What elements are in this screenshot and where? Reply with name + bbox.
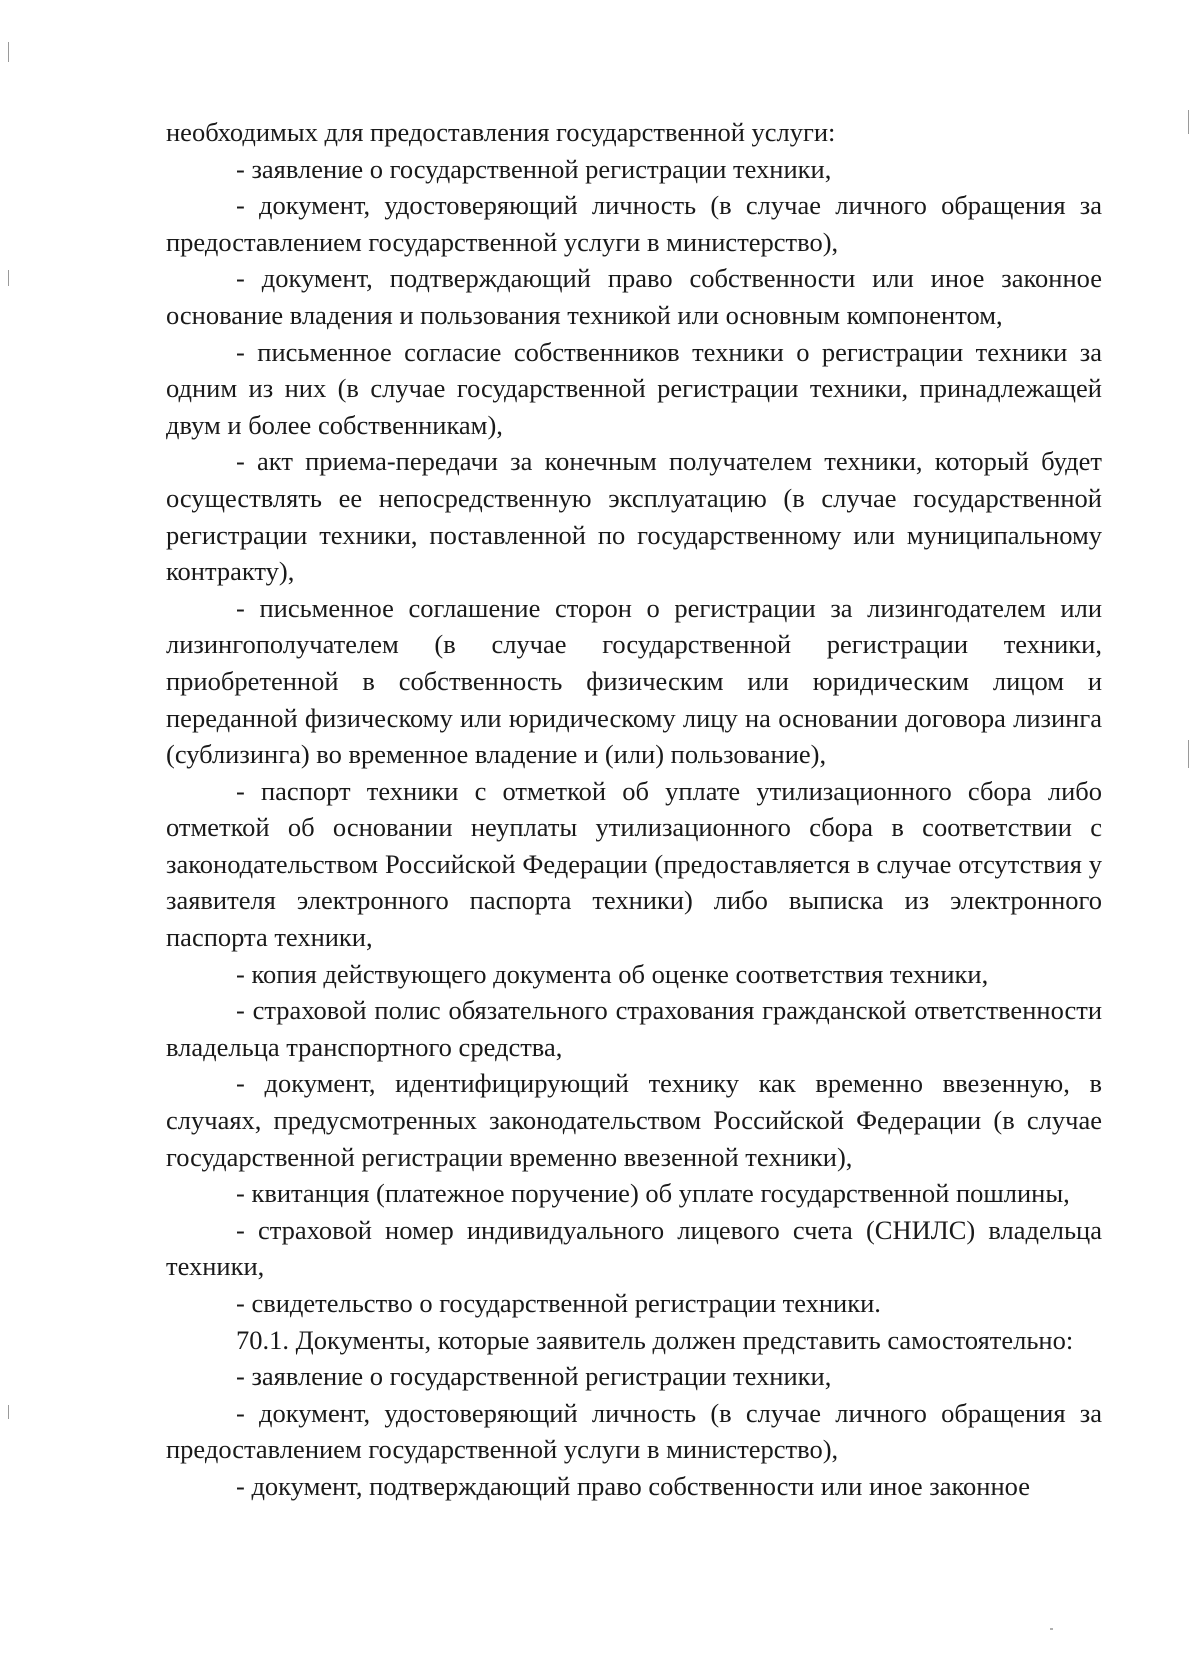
paragraph: необходимых для предоставления государственной услуги: xyxy=(166,117,836,147)
document-body xyxy=(166,114,1102,1505)
paragraph: - страховой полис обязательного страхования гражданской ответственности владельца транспортного средства, xyxy=(166,995,1102,1062)
scan-edge-mark xyxy=(8,270,9,286)
paragraph: - акт приема-передачи за конечным получателем техники, который будет осуществлять ее непосредственную эксплуатацию (в случае государственной регистрации техники, поставленной по государственному или муниципальному контракту), xyxy=(166,446,1102,587)
paragraph: - документ, идентифицирующий технику как временно ввезенную, в случаях, предусмотренных законодательством Российской Федерации (в случае государственной регистрации временно ввезенной техники), xyxy=(166,1068,1102,1172)
scan-edge-mark xyxy=(8,1405,9,1419)
paragraph: - свидетельство о государственной регистрации техники. xyxy=(236,1288,881,1318)
scan-edge-mark xyxy=(8,42,9,62)
paragraph: - копия действующего документа об оценке соответствия техники, xyxy=(236,958,989,989)
paragraph: - страховой номер индивидуального лицевого счета (СНИЛС) владельца техники, xyxy=(166,1214,1102,1282)
paragraph: - письменное соглашение сторон о регистрации за лизингодателем или лизингополучателем (в случае государственной регистрации техники, приобретенной в собственность физическим или юридическим лицом и переданной физическому или юридическому лицу на основании договора лизинга (сублизинга) во временное владение и (или) пользование), xyxy=(166,592,1102,770)
paragraph: - паспорт техники с отметкой об уплате утилизационного сбора либо отметкой об основании неуплаты утилизационного сбора в соответствии с законодательством Российской Федерации (предоставляется в случае отсутствия у заявителя электронного паспорта техники) либо выписка из электронного паспорта техники, xyxy=(166,775,1102,953)
paragraph: - заявление о государственной регистрации техники, xyxy=(236,1361,832,1392)
paragraph: - документ, удостоверяющий личность (в случае личного обращения за предоставлением государственной услуги в министерство), xyxy=(166,190,1102,257)
paragraph: - документ, подтверждающий право собственности или иное законное xyxy=(236,1470,1031,1501)
paragraph: - заявление о государственной регистрации техники, xyxy=(236,153,832,184)
section-heading-paragraph: 70.1. Документы, которые заявитель должен представить самостоятельно: xyxy=(236,1324,1074,1355)
paragraph: - квитанция (платежное поручение) об уплате государственной пошлины, xyxy=(236,1178,1070,1209)
paragraph: - письменное согласие собственников техники о регистрации техники за одним из них (в случае государственной регистрации техники, принадлежащей двум и более собственникам), xyxy=(166,336,1102,440)
paragraph: - документ, подтверждающий право собственности или иное законное основание владения и пользования техникой или основным компонентом, xyxy=(166,263,1102,330)
paragraph: - документ, удостоверяющий личность (в случае личного обращения за предоставлением государственной услуги в министерство), xyxy=(166,1397,1102,1465)
scan-edge-mark xyxy=(1188,110,1189,134)
scan-edge-mark xyxy=(1188,740,1189,768)
scan-speck xyxy=(1050,1628,1053,1630)
